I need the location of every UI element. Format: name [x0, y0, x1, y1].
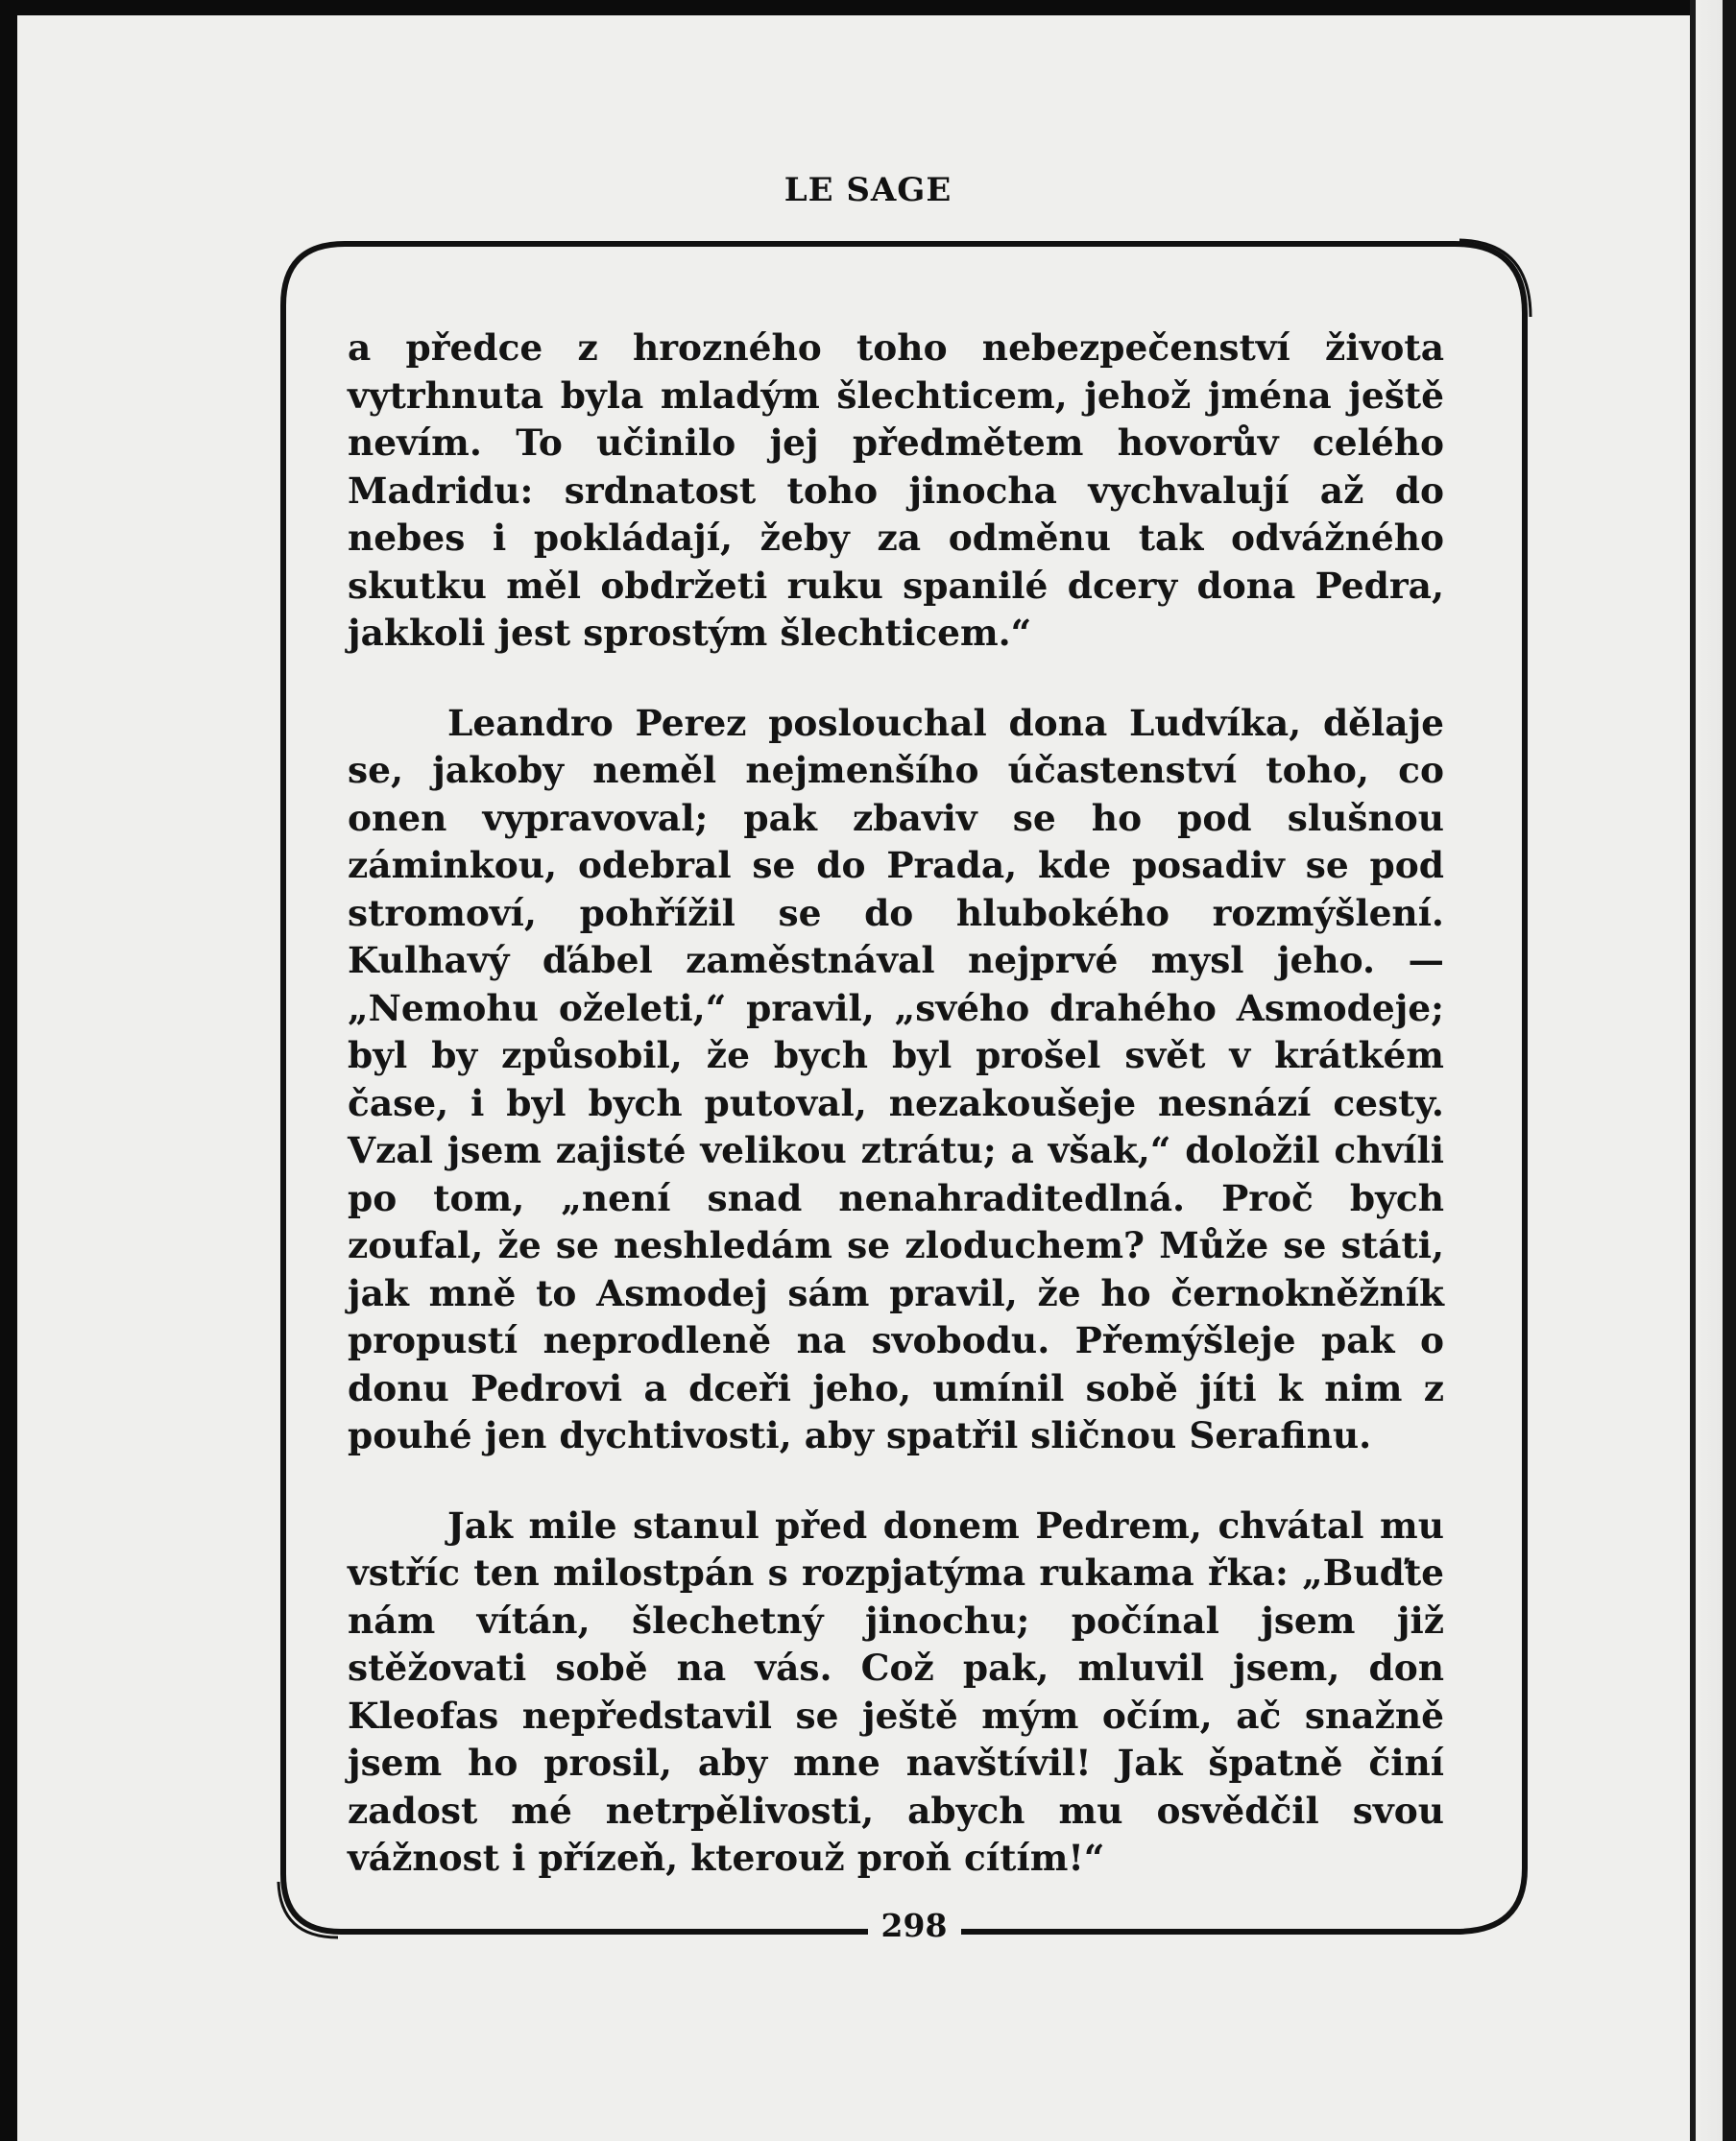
- page-number: 298: [868, 1907, 960, 1944]
- paragraph: Leandro Perez poslouchal dona Ludvíka, dělaje se, jakoby neměl nejmenšího účastenství toho, co onen vypravoval; pak zbaviv se ho pod slušnou záminkou, odebral se do Prada, kde posadiv se pod stromoví, pohřížil se do hlubokého rozmýšlení. Kulhavý ďábel zaměstnával nejprvé mysl jeho. — „Nemohu oželeti,“ pravil, „svého drahého Asmodeje; byl by způsobil, že bych byl prošel svět v krátkém čase, i byl bych putoval, nezakoušeje nesnází cesty. Vzal jsem zajisté velikou ztrátu; a však,“ doložil chvíli po tom, „není snad nenahraditedlná. Proč bych zoufal, že se neshledám se zloduchem? Může se státi, jak mně to Asmodej sám pravil, že ho černokněžník propustí neprodleně na svobodu. Přemýšleje pak o donu Pedrovi a dceři jeho, umínil sobě jíti k nim z pouhé jen dychtivosti, aby spatřil sličnou Serafinu.: [348, 701, 1444, 1456]
- paragraph: Jak mile stanul před donem Pedrem, chvátal mu vstříc ten milostpán s rozpjatýma rukama řka: „Buďte nám vítán, šlechetný jinochu; počínal jsem již stěžovati sobě na vás. Což pak, mluvil jsem, don Kleofas nepředstavil se ještě mým očím, ač snažně jsem ho prosil, aby mne navštívil! Jak špatně činí zadost mé netrpělivosti, abych mu osvědčil svou vážnost i přízeň, kterouž proň cítím!“: [348, 1504, 1444, 1879]
- body-text: [348, 325, 1444, 1883]
- paragraph: a předce z hrozného toho nebezpečenství života vytrhnuta byla mladým šlechticem, jehož jména ještě nevím. To učinilo jej předmětem hovorův celého Madridu: srdnatost toho jinocha vychvalují až do nebes i pokládají, žeby za odměnu tak odvážného skutku měl obdržeti ruku spanilé dcery dona Pedra, jakkoli jest sprostým šlechticem.“: [348, 326, 1444, 654]
- running-head: LE SAGE: [784, 171, 952, 209]
